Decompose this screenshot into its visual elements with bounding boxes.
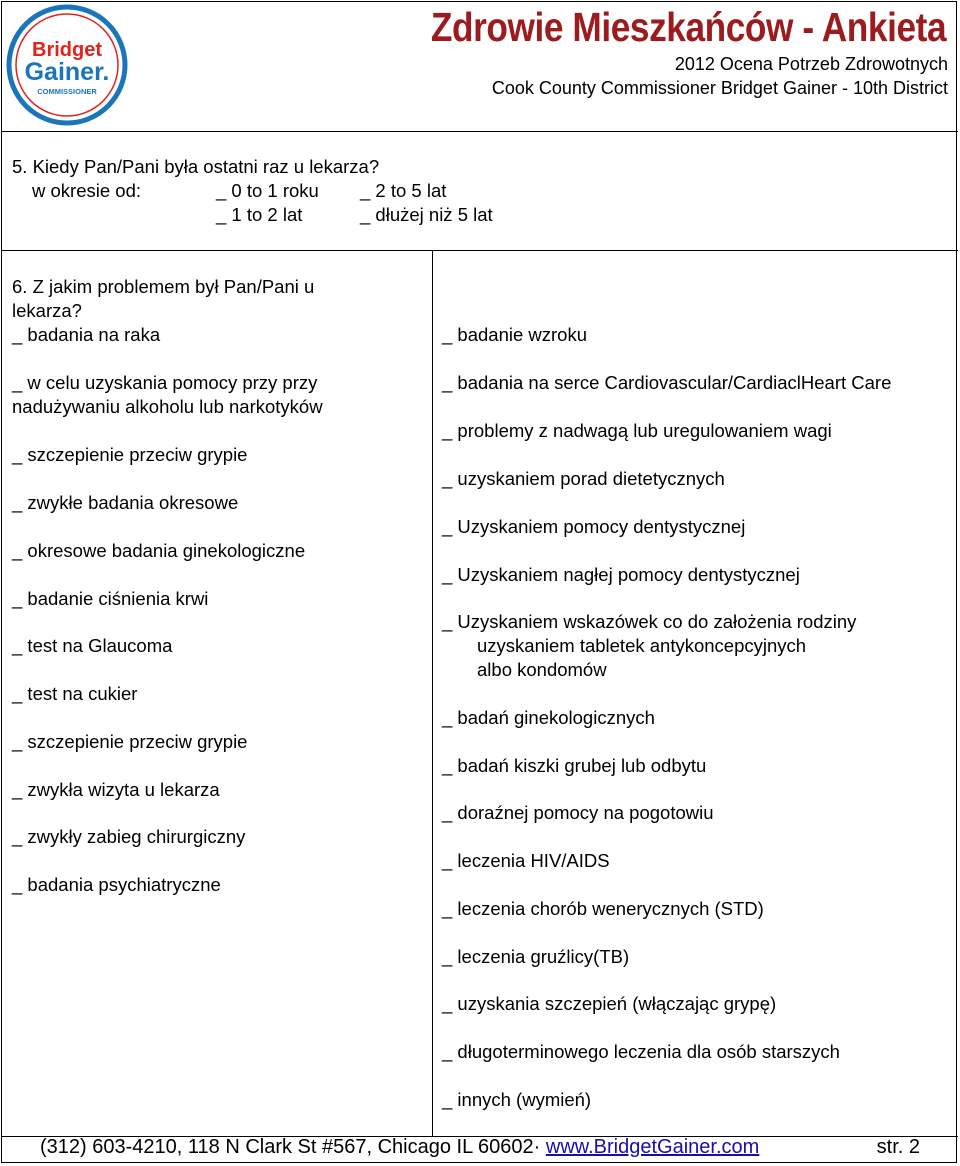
- logo-line3: COMMISSIONER: [37, 87, 97, 96]
- q6-left-option[interactable]: _ w celu uzyskania pomocy przy przy: [12, 372, 318, 393]
- q5-option[interactable]: _ 1 to 2 lat: [216, 204, 303, 225]
- bridget-gainer-logo: [6, 4, 128, 126]
- q5-option[interactable]: _ 0 to 1 roku: [216, 180, 319, 201]
- q6-right-option[interactable]: _ problemy z nadwagą lub uregulowaniem wagi: [442, 420, 832, 441]
- q5-divider: [1, 250, 958, 251]
- q5-range-label: w okresie od:: [32, 180, 141, 201]
- header-divider: [1, 131, 958, 132]
- q6-left-option[interactable]: _ badania na raka: [12, 324, 161, 345]
- q6-question-cont: lekarza?: [12, 300, 82, 321]
- q6-right-option[interactable]: _ doraźnej pomocy na pogotowiu: [442, 802, 714, 823]
- logo-line2: Gainer.: [24, 58, 110, 86]
- q6-right-option[interactable]: _ Uzyskaniem wskazówek co do założenia rodziny: [442, 611, 857, 632]
- q6-left-option-cont: nadużywaniu alkoholu lub narkotyków: [12, 396, 323, 417]
- q6-right-option[interactable]: _ uzyskaniem porad dietetycznych: [442, 468, 725, 489]
- q6-right-option[interactable]: _ Uzyskaniem pomocy dentystycznej: [442, 516, 746, 537]
- q5-question: 5. Kiedy Pan/Pani była ostatni raz u lekarza?: [12, 156, 380, 177]
- q6-left-option[interactable]: _ test na cukier: [12, 683, 138, 704]
- q6-right-option[interactable]: _ uzyskania szczepień (włączając grypę): [442, 993, 777, 1014]
- subtitle-assessment: 2012 Ocena Potrzeb Zdrowotnych: [674, 54, 948, 74]
- q6-right-option[interactable]: _ Uzyskaniem nagłej pomocy dentystycznej: [442, 564, 800, 585]
- q5-option[interactable]: _ dłużej niż 5 lat: [360, 204, 493, 225]
- q6-left-option[interactable]: _ zwykłe badania okresowe: [12, 492, 239, 513]
- subtitle-district: Cook County Commissioner Bridget Gainer - 10th District: [491, 78, 948, 98]
- q6-left-option[interactable]: _ badanie ciśnienia krwi: [12, 588, 209, 609]
- q6-right-option[interactable]: _ długoterminowego leczenia dla osób starszych: [442, 1041, 840, 1062]
- q6-right-option[interactable]: _ badań kiszki grubej lub odbytu: [442, 755, 707, 776]
- q6-left-option[interactable]: _ szczepienie przeciw grypie: [12, 444, 248, 465]
- q6-right-option[interactable]: _ leczenia gruźlicy(TB): [442, 946, 630, 967]
- column-divider: [432, 250, 433, 1136]
- q6-left-option[interactable]: _ szczepienie przeciw grypie: [12, 731, 248, 752]
- q5-option[interactable]: _ 2 to 5 lat: [360, 180, 447, 201]
- page-title: Zdrowie Mieszkańców - Ankieta: [430, 4, 946, 50]
- q6-right-option[interactable]: _ badań ginekologicznych: [442, 707, 655, 728]
- q6-right-option-cont: uzyskaniem tabletek antykoncepcyjnych: [477, 635, 807, 656]
- logo-line1: Bridget: [32, 39, 102, 61]
- q6-right-option[interactable]: _ leczenia chorób wenerycznych (STD): [442, 898, 764, 919]
- q6-left-option[interactable]: _ zwykły zabieg chirurgiczny: [12, 826, 246, 847]
- q6-right-option-cont: albo kondomów: [477, 659, 607, 680]
- q6-right-option[interactable]: _ leczenia HIV/AIDS: [442, 850, 610, 871]
- page-number: str. 2: [876, 1136, 920, 1158]
- q6-left-option[interactable]: _ okresowe badania ginekologiczne: [12, 540, 306, 561]
- footer-address: (312) 603-4210, 118 N Clark St #567, Chicago IL 60602·: [40, 1136, 541, 1158]
- q6-question: 6. Z jakim problemem był Pan/Pani u: [12, 276, 315, 297]
- q6-left-option[interactable]: _ zwykła wizyta u lekarza: [12, 779, 220, 800]
- q6-left-option[interactable]: _ badania psychiatryczne: [12, 874, 221, 895]
- q6-right-option[interactable]: _ innych (wymień): [442, 1089, 592, 1110]
- q6-right-option[interactable]: _ badania na serce Cardiovascular/CardiaclHeart Care: [442, 372, 892, 393]
- footer: [40, 1136, 920, 1159]
- website-link[interactable]: www.BridgetGainer.com: [545, 1136, 760, 1158]
- q6-left-option[interactable]: _ test na Glaucoma: [12, 635, 173, 656]
- q6-right-option[interactable]: _ badanie wzroku: [442, 324, 588, 345]
